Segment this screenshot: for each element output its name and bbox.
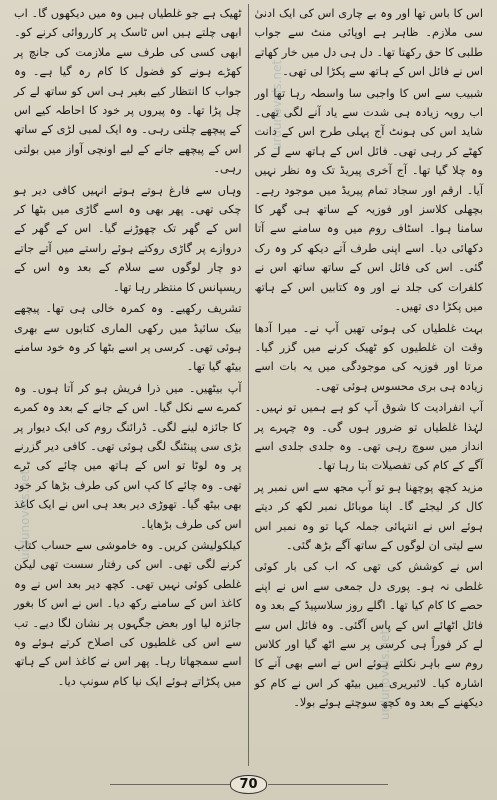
- paragraph: اس کا باس تھا اور وہ بے چاری اس کی ایک ادنیٰ سی ملازم۔ ظاہر ہے اوپائی منٹ سے جواب طلبی کا حق رکھتا تھا۔ دل ہی دل میں خار کھاتے اس نے فائل اس کے ہاتھ سے پکڑا لی تھی۔: [254, 7, 483, 79]
- left-column: [8, 4, 249, 766]
- text-columns: [8, 4, 489, 766]
- page-number: 70: [230, 775, 266, 794]
- paragraph: کیلکولیشن کریں۔ وہ خاموشی سے حساب کتاب کرنے لگی تھی۔ اس کی رفتار سست تھی لیکن غلطی کوئی نہیں تھی۔ کچھ دیر بعد اس نے وہ کاغذ اس کے سامنے رکھ دیا۔ اس نے اس کا بغور جائزہ لیا اور بعض جگہوں پر نشان لگا دیے۔ تب سے اس کی غلطیوں کی اصلاح کرتے ہوئے وہ اسے سمجھاتا رہا۔ پھر اس نے کاغذ اس کے ہاتھ میں پکڑاتے ہوئے ایک نیا کام سونپ دیا۔: [14, 538, 242, 688]
- site-watermark: urdunovels.net: [378, 629, 392, 720]
- site-watermark: urdunovels.net: [270, 59, 284, 150]
- site-watermark: urdunovels.net: [18, 469, 32, 560]
- paragraph: ٹھیک ہے جو غلطیاں ہیں وہ میں دیکھوں گا۔ اب ابھی چلتے ہیں اس ٹاسک پر کارروائی کرنے کو۔ ابھی کسی کی طرف سے ملازمت کی جانچ پر کھڑے ہونے کو فضول کا کام رہ گیا ہے۔ وہ جواب کا انتظار کیے بغیر ہی اس کو ساتھ لے کر چل پڑا تھا۔ وہ پیروں پر خود کا احاطہ کیے اس کے پیچھے چلتی رہی۔ وہ ایک لمبی لڑی کے ساتھ اس کے پیچھے جانے کے لیے اونچی آواز میں بولتی رہی۔: [14, 7, 242, 176]
- paragraph: بہت غلطیاں کی ہوئی تھیں آپ نے۔ میرا آدھا وقت ان غلطیوں کو ٹھیک کرنے میں گزر گیا۔ مرتا اور فوزیہ کی موجودگی میں یہ بات اسے زیادہ ہی بری محسوس ہوئی تھی۔: [254, 321, 483, 393]
- paragraph: اس نے کوشش کی تھی کہ اب کی بار کوئی غلطی نہ ہو۔ پوری دل جمعی سے اس نے اپنے حصے کا کام کیا تھا۔ اگلے روز سلاسپیڈ کے بعد وہ فائل اٹھائے اس کے پاس آگئی۔ وہ فائل اس سے لے کر فوراً ہی کرسی پر سے اٹھ گیا اور کلاس روم سے باہر نکلتے ہوئے اس نے اسے بھی آنے کا اشارہ کیا۔ لائبریری میں بیٹھ کر اس نے کام کو دیکھنے کے بعد وہ کچھ سوچتے ہوئے بولا۔: [254, 560, 483, 710]
- paragraph: آپ انفرادیت کا شوق آپ کو ہے ہمیں تو نہیں۔ لہٰذا غلطیاں تو ضرور ہوں گی۔ وہ چہرے پر انداز میں سوچ رہی تھی۔ وہ جلدی جلدی اسے آگے کے کام کی تفصیلات بتا رہا تھا۔: [254, 401, 483, 473]
- paragraph: شبیب سے اس کا واجبی سا واسطہ رہا تھا اور اب رویہ زیادہ ہی شدت سے یاد آنے لگی تھی۔ شاید اس کی ہونٹ آج پہلی طرح اس کے دانت کھٹے کر رہی تھی۔ فائل اس کے ہاتھ سے لے کر وہ چلا گیا تھا۔ آج آخری پیریڈ تک وہ نظر نہیں آیا۔ ارقم اور سجاد تمام پیریڈ میں موجود رہے۔ بچھلی کلاسز اور فوزیہ کے ساتھ ہی گھر کا سامنا ہوا۔ اسٹاف روم میں وہ سامنے سے آتا دکھائی دیا۔ اسے اپنی طرف آتے دیکھ کر وہ رک گئی۔ اس کی فائل اس کے ساتھ ساتھ اس نے کلفرات کی جلد نے اور وہ کتابیں اس کے ہاتھ میں پکڑا دی تھیں۔: [254, 86, 483, 314]
- paragraph: وہاں سے فارغ ہوتے ہوتے انہیں کافی دیر ہو چکی تھی۔ پھر بھی وہ اسے گاڑی میں بٹھا کر اس کے گھر تک چھوڑنے گیا۔ اس کے گھر کے دروازے پر گاڑی روکتے ہوئے راستے میں آتے جاتے دو چار لوگوں سے سلام کے بعد وہ اس کے ریسپانس کا منتظر رہا تھا۔: [14, 183, 242, 294]
- page-footer: [0, 775, 497, 794]
- paragraph: مزید کچھ پوچھنا ہو تو آپ مجھ سے اس نمبر پر کال کر لیجئے گا۔ اپنا موبائل نمبر لکھ کر دیتے ہوئے اس نے انتہائی جملہ کہا تو وہ نمبر اس سے لیتی ان لوگوں کے ساتھ آگے بڑھ گئی۔: [254, 480, 483, 552]
- paragraph: آپ بیٹھیں۔ میں ذرا فریش ہو کر آتا ہوں۔ وہ کمرے سے نکل گیا۔ اس کے جانے کے بعد وہ کمرے کا جائزہ لینے لگی۔ ڈرائنگ روم کی ایک دیوار پر بڑی سی پینٹنگ لگی ہوئی تھی۔ کافی دیر گزرنے پر وہ لوٹا تو اس کے ہاتھ میں چائے کی ٹرے تھی۔ وہ چائے کا کپ اس کی طرف بڑھا کر خود بھی بیٹھ گیا۔ تھوڑی دیر بعد ہی اس نے ایک کاغذ اس کی طرف بڑھایا۔: [14, 381, 242, 531]
- right-column: [249, 4, 490, 766]
- paragraph: تشریف رکھیے۔ وہ کمرہ خالی ہی تھا۔ پیچھے بیک سائیڈ میں رکھی الماری کتابوں سے بھری ہوئی تھی۔ کرسی پر اسے بٹھا کر وہ خود سامنے بیٹھ گیا تھا۔: [14, 302, 242, 374]
